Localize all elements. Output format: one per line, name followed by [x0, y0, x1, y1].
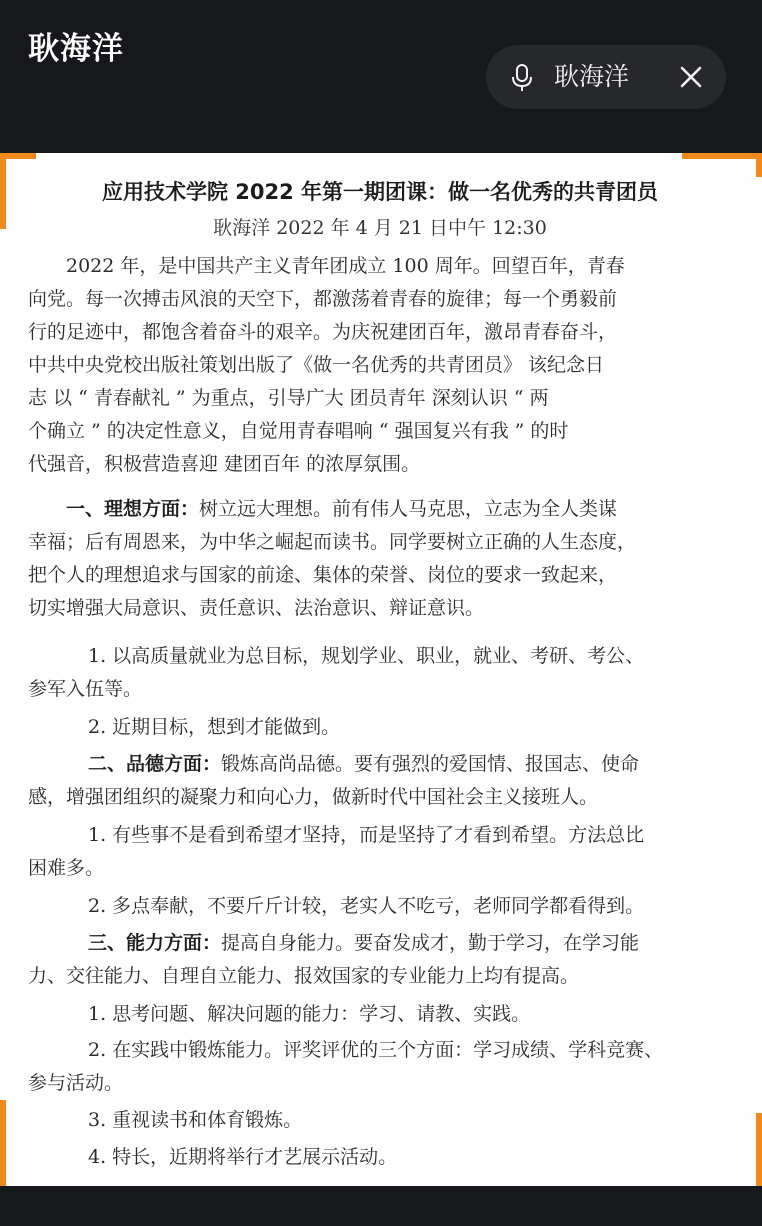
mic-icon — [510, 63, 534, 93]
section-text: 树立远大理想。前有伟人马克思，立志为全人类谋 — [199, 498, 618, 520]
corner-marker-top-right-v — [756, 153, 762, 177]
paragraph-line: 幸福；后有周恩来，为中华之崛起而读书。同学要树立正确的人生态度， — [28, 531, 637, 553]
section-heading: 一、理想方面： — [66, 498, 200, 520]
paragraph-line: 代强音，积极营造喜迎 建团百年 的浓厚氛围。 — [28, 453, 421, 475]
section-heading: 三、能力方面： — [88, 932, 222, 954]
list-item: 2. 多点奉献，不要斤斤计较，老实人不吃亏，老师同学都看得到。 — [88, 895, 645, 917]
bottom-bar — [0, 1186, 762, 1226]
section-line — [28, 749, 732, 779]
corner-marker-top-left-v — [0, 153, 6, 229]
meeting-title: 耿海洋 — [28, 31, 124, 67]
paragraph-line: 把个人的理想追求与国家的前途、集体的荣誉、岗位的要求一致起来， — [28, 564, 618, 586]
document-title: 应用技术学院 2022 年第一期团课：做一名优秀的共青团员 — [101, 180, 659, 204]
speaker-name: 耿海洋 — [554, 62, 630, 91]
list-item-cont: 参军入伍等。 — [28, 678, 143, 700]
corner-marker-bottom-left — [0, 1100, 6, 1186]
list-item-cont: 参与活动。 — [28, 1072, 124, 1094]
list-item-cont: 困难多。 — [28, 857, 105, 879]
speaker-indicator[interactable] — [486, 45, 726, 109]
list-item: 1. 有些事不是看到希望才坚持，而是坚持了才看到希望。方法总比 — [88, 824, 645, 846]
paragraph-line: 切实增强大局意识、责任意识、法治意识、辩证意识。 — [28, 597, 485, 619]
document-page — [28, 153, 732, 1186]
list-item: 2. 近期目标，想到才能做到。 — [88, 716, 341, 738]
list-item: 4. 特长，近期将举行才艺展示活动。 — [88, 1146, 398, 1168]
document-subtitle: 耿海洋 2022 年 4 月 21 日中午 12:30 — [213, 217, 547, 239]
list-item: 3. 重视读书和体育锻炼。 — [88, 1109, 303, 1131]
list-item: 1. 以高质量就业为总目标，规划学业、职业，就业、考研、考公、 — [88, 645, 645, 667]
paragraph-line: 力、交往能力、自理自立能力、报效国家的专业能力上均有提高。 — [28, 965, 580, 987]
section-heading: 二、品德方面： — [88, 753, 222, 775]
section-text: 提高自身能力。要奋发成才，勤于学习，在学习能 — [221, 932, 640, 954]
section-text: 锻炼高尚品德。要有强烈的爱国情、报国志、使命 — [221, 753, 640, 775]
paragraph-line: 向党。每一次搏击风浪的天空下，都激荡着青春的旋律；每一个勇毅前 — [28, 288, 618, 310]
list-item: 2. 在实践中锻炼能力。评奖评优的三个方面：学习成绩、学科竞赛、 — [88, 1039, 664, 1061]
shared-document-view — [0, 153, 762, 1186]
list-item: 1. 思考问题、解决问题的能力：学习、请教、实践。 — [88, 1003, 531, 1025]
section-line — [28, 494, 732, 524]
paragraph-line: 2022 年，是中国共产主义青年团成立 100 周年。回望百年，青春 — [66, 255, 625, 277]
close-icon[interactable] — [678, 64, 704, 90]
paragraph-line: 行的足迹中，都饱含着奋斗的艰辛。为庆祝建团百年，激昂青春奋斗， — [28, 321, 618, 343]
paragraph-line: 个确立 ” 的决定性意义，自觉用青春唱响 “ 强国复兴有我 ” 的时 — [28, 420, 569, 442]
paragraph-line: 感，增强团组织的凝聚力和向心力，做新时代中国社会主义接班人。 — [28, 786, 599, 808]
section-line — [28, 928, 732, 958]
paragraph-line: 中共中央党校出版社策划出版了《做一名优秀的共青团员》 该纪念日 — [28, 354, 605, 376]
corner-marker-bottom-right — [756, 1113, 762, 1186]
paragraph-line: 志 以 “ 青春献礼 ” 为重点，引导广大 团员青年 深刻认识 “ 两 — [28, 387, 549, 409]
